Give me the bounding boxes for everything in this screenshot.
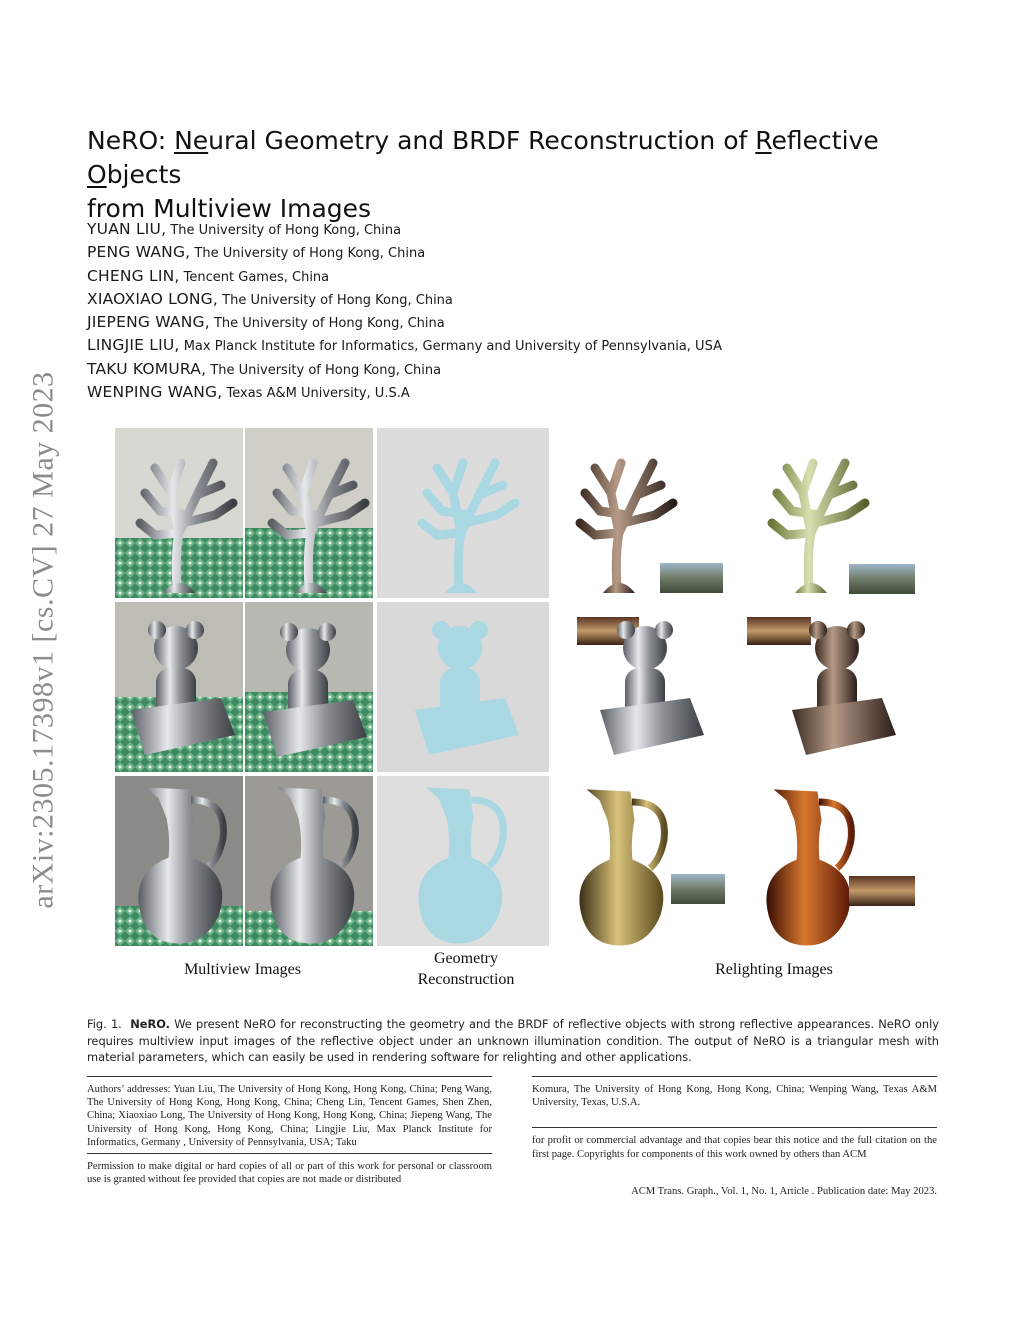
author-name: YUAN LIU, — [87, 220, 167, 238]
footnotes-left — [87, 1076, 492, 1190]
title-part: NeRO: — [87, 126, 175, 155]
arxiv-id: arXiv:2305.17398v1 [cs.CV] 27 May 2023 — [27, 371, 60, 909]
author-affiliation: The University of Hong Kong, China — [209, 316, 445, 332]
paper-title — [87, 124, 957, 226]
title-part: eflective — [771, 126, 879, 155]
title-part: bjects — [106, 160, 182, 189]
author-addresses: Authors’ addresses: Yuan Liu, The University of Hong Kong, Hong Kong, China; Peng Wang, The University of Hong Kong, Hong Kong, China; Cheng Lin, Tencent Games, Shen Zhen, China; Xiaoxiao Long, The University of Hong Kong, Hong Kong, China; Jiepeng Wang, The University of Hong Kong, Hong Kong, China; Lingjie Liu, Max Planck Institute for Informatics, Germany , University of Pennsylvania, USA; Taku — [87, 1084, 492, 1148]
env-map-thumb — [660, 563, 723, 593]
author-entry — [87, 311, 967, 334]
author-affiliation: Texas A&M University, U.S.A — [222, 386, 410, 402]
title-line-2: from Multiview Images — [87, 194, 372, 223]
relit-bear-2 — [727, 602, 927, 772]
author-affiliation: Max Planck Institute for Informatics, Germany and University of Pennsylvania, USA — [179, 339, 722, 355]
label-geometry-reconstruction — [392, 948, 540, 990]
author-name: WENPING WANG, — [87, 383, 223, 402]
author-affiliation: The University of Hong Kong, China — [206, 362, 442, 378]
relit-pitcher-1 — [555, 776, 725, 946]
arxiv-stamp — [22, 340, 66, 940]
author-addresses-continued: Komura, The University of Hong Kong, Hong Kong, China; Wenping Wang, Texas A&M University, Texas, U.S.A. — [532, 1084, 937, 1109]
relit-coral-2 — [727, 428, 927, 598]
relit-coral-1 — [555, 428, 725, 598]
author-entry — [87, 265, 967, 288]
figure-caption — [87, 1016, 939, 1066]
input-photo-coral-2 — [245, 428, 373, 598]
input-photo-bear-2 — [245, 602, 373, 772]
caption-bold: NeRO. — [130, 1017, 171, 1031]
relit-bear-1 — [555, 602, 725, 772]
input-photo-pitcher-1 — [115, 776, 243, 946]
input-photo-bear-1 — [115, 602, 243, 772]
footnotes-right — [532, 1076, 937, 1165]
caption-text: We present NeRO for reconstructing the geometry and the BRDF of reflective objects with strong reflective appearances. NeRO only requires multiview input images of the reflective object under an unknown illumination condition. The output of NeRO is a triangular mesh with material parameters, which can easily be used in rendering software for relighting and other applications. — [87, 1017, 939, 1064]
label-geometry-line-2: Reconstruction — [417, 971, 515, 988]
title-underline: Ne — [174, 126, 209, 155]
geometry-coral — [377, 428, 549, 598]
author-list — [87, 218, 967, 404]
geometry-pitcher — [377, 776, 549, 946]
author-entry — [87, 241, 967, 264]
input-photo-pitcher-2 — [245, 776, 373, 946]
author-affiliation: The University of Hong Kong, China — [190, 246, 426, 262]
title-underline: R — [755, 126, 772, 155]
author-name: XIAOXIAO LONG, — [87, 289, 218, 308]
title-part: ural Geometry and BRDF Reconstruction of — [208, 126, 756, 155]
label-multiview-images: Multiview Images — [184, 961, 301, 978]
author-name: JIEPENG WANG, — [87, 313, 210, 332]
author-entry — [87, 381, 967, 404]
teaser-figure — [115, 428, 940, 948]
author-affiliation: The University of Hong Kong, China — [166, 223, 402, 238]
caption-label: Fig. 1. — [87, 1017, 122, 1031]
author-entry — [87, 358, 967, 381]
journal-footer: ACM Trans. Graph., Vol. 1, No. 1, Article . Publication date: May 2023. — [631, 1186, 937, 1197]
author-name: CHENG LIN, — [87, 266, 180, 285]
author-entry — [87, 288, 967, 311]
author-entry — [87, 218, 967, 241]
author-affiliation: Tencent Games, China — [179, 269, 330, 285]
relit-pitcher-2 — [727, 776, 927, 946]
geometry-bear — [377, 602, 549, 772]
permission-notice: Permission to make digital or hard copies of all or part of this work for personal or classroom use is granted without fee provided that copies are not made or distributed — [87, 1161, 492, 1186]
input-photo-coral-1 — [115, 428, 243, 598]
label-relighting-images: Relighting Images — [715, 961, 833, 978]
author-name: PENG WANG, — [87, 243, 191, 262]
author-name: LINGJIE LIU, — [87, 336, 180, 355]
author-name: TAKU KOMURA, — [87, 359, 207, 378]
author-entry — [87, 334, 967, 357]
label-geometry-line-1: Geometry — [434, 950, 498, 967]
author-affiliation: The University of Hong Kong, China — [218, 292, 453, 308]
title-underline: O — [87, 160, 107, 189]
permission-notice-continued: for profit or commercial advantage and that copies bear this notice and the full citation on the first page. Copyrights for components of this work owned by others than ACM — [532, 1135, 937, 1160]
